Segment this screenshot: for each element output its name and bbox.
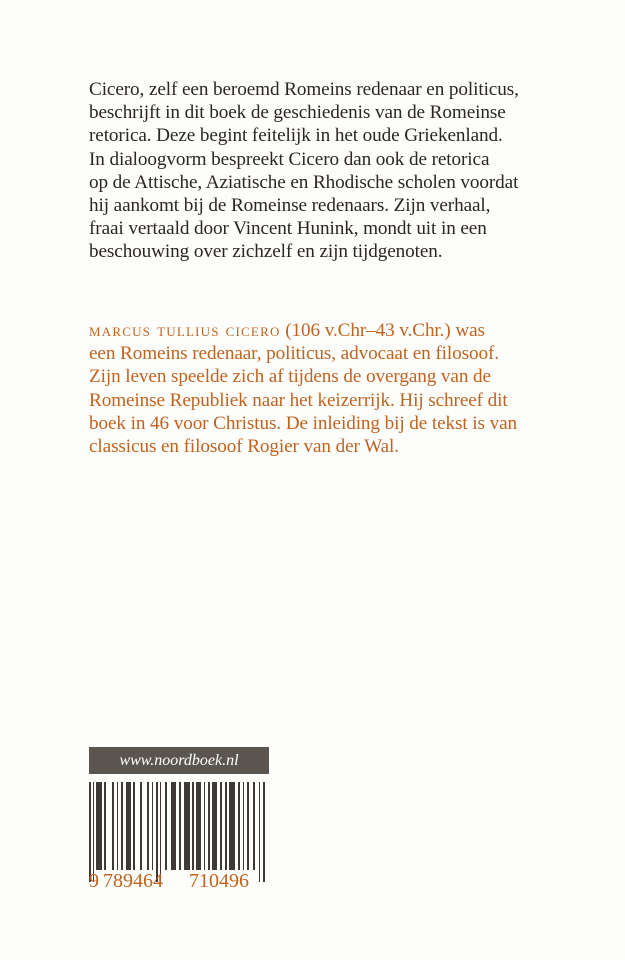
author-name: marcus tullius cicero [89,320,281,341]
publisher-url: www.noordboek.nl [119,751,239,769]
barcode-bar [117,782,118,870]
barcode-bar [204,782,205,870]
blurb-line: op de Attische, Aziatische en Rhodische scholen voordat [89,171,519,193]
isbn-group-1: 789464 [103,870,163,892]
barcode-bar [133,782,135,870]
barcode-bar [208,782,210,870]
barcode-bar [212,782,217,870]
barcode-bar [263,782,265,882]
blurb-line: hij aankomt bij de Romeinse redenaars. Zijn verhaal, [89,195,491,217]
barcode-bar [196,782,201,870]
barcode-bar [243,782,244,870]
barcode-bar [165,782,167,870]
isbn-group-2: 710496 [189,870,249,892]
blurb-line: beschrijft in dit boek de geschiedenis van de Romeinse [89,102,506,124]
barcode-bar [184,782,190,870]
barcode-bar [171,782,176,870]
author-bio [89,319,559,458]
bio-line: Romeinse Republiek naar het keizerrijk. Hij schreef dit [89,389,508,411]
barcode-bar [247,782,249,870]
barcode-bar [179,782,181,870]
barcode-bar [121,782,123,870]
bio-first-line [89,319,559,342]
barcode-bar [156,782,158,882]
blurb-line: In dialoogvorm bespreekt Cicero dan ook de retorica [89,148,490,170]
barcode-bar [89,782,91,882]
bio-line: een Romeins redenaar, politicus, advocaat en filosoof. [89,343,499,365]
barcode-bar [229,782,235,870]
barcode-bar [152,782,153,870]
bio-line: Zijn leven speelde zich af tijdens de overgang van de [89,366,491,388]
author-dates: (106 v.Chr–43 v.Chr.) was [280,320,485,341]
barcode-bar [112,782,114,870]
blurb-line: Cicero, zelf een beroemd Romeins redenaar en politicus, [89,79,519,100]
publisher-url-banner [89,747,269,774]
barcode-bar [192,782,194,870]
barcode-bar [225,782,227,870]
barcode-bar [253,782,255,870]
blurb-line: fraai vertaald door Vincent Hunink, mondt uit in een [89,218,487,240]
barcode-bar [160,782,161,882]
isbn-first-digit: 9 [89,870,99,892]
barcode-bar [104,782,106,870]
isbn-barcode [89,782,269,882]
barcode-bar [96,782,102,870]
barcode-bar [220,782,222,870]
blurb-line: beschouwing over zichzelf en zijn tijdgenoten. [89,241,443,263]
barcode-bar [140,782,142,870]
blurb-line: retorica. Deze begint feitelijk in het oude Griekenland. [89,125,503,147]
bio-line: boek in 46 voor Christus. De inleiding bij de tekst is van [89,412,518,434]
barcode-bar [147,782,149,870]
barcode-bar [259,782,260,882]
barcode-bar [93,782,94,882]
bio-line: classicus en filosoof Rogier van der Wal. [89,436,399,458]
blurb-text [89,78,559,264]
barcode-bar [126,782,131,870]
barcode-bar [238,782,240,870]
